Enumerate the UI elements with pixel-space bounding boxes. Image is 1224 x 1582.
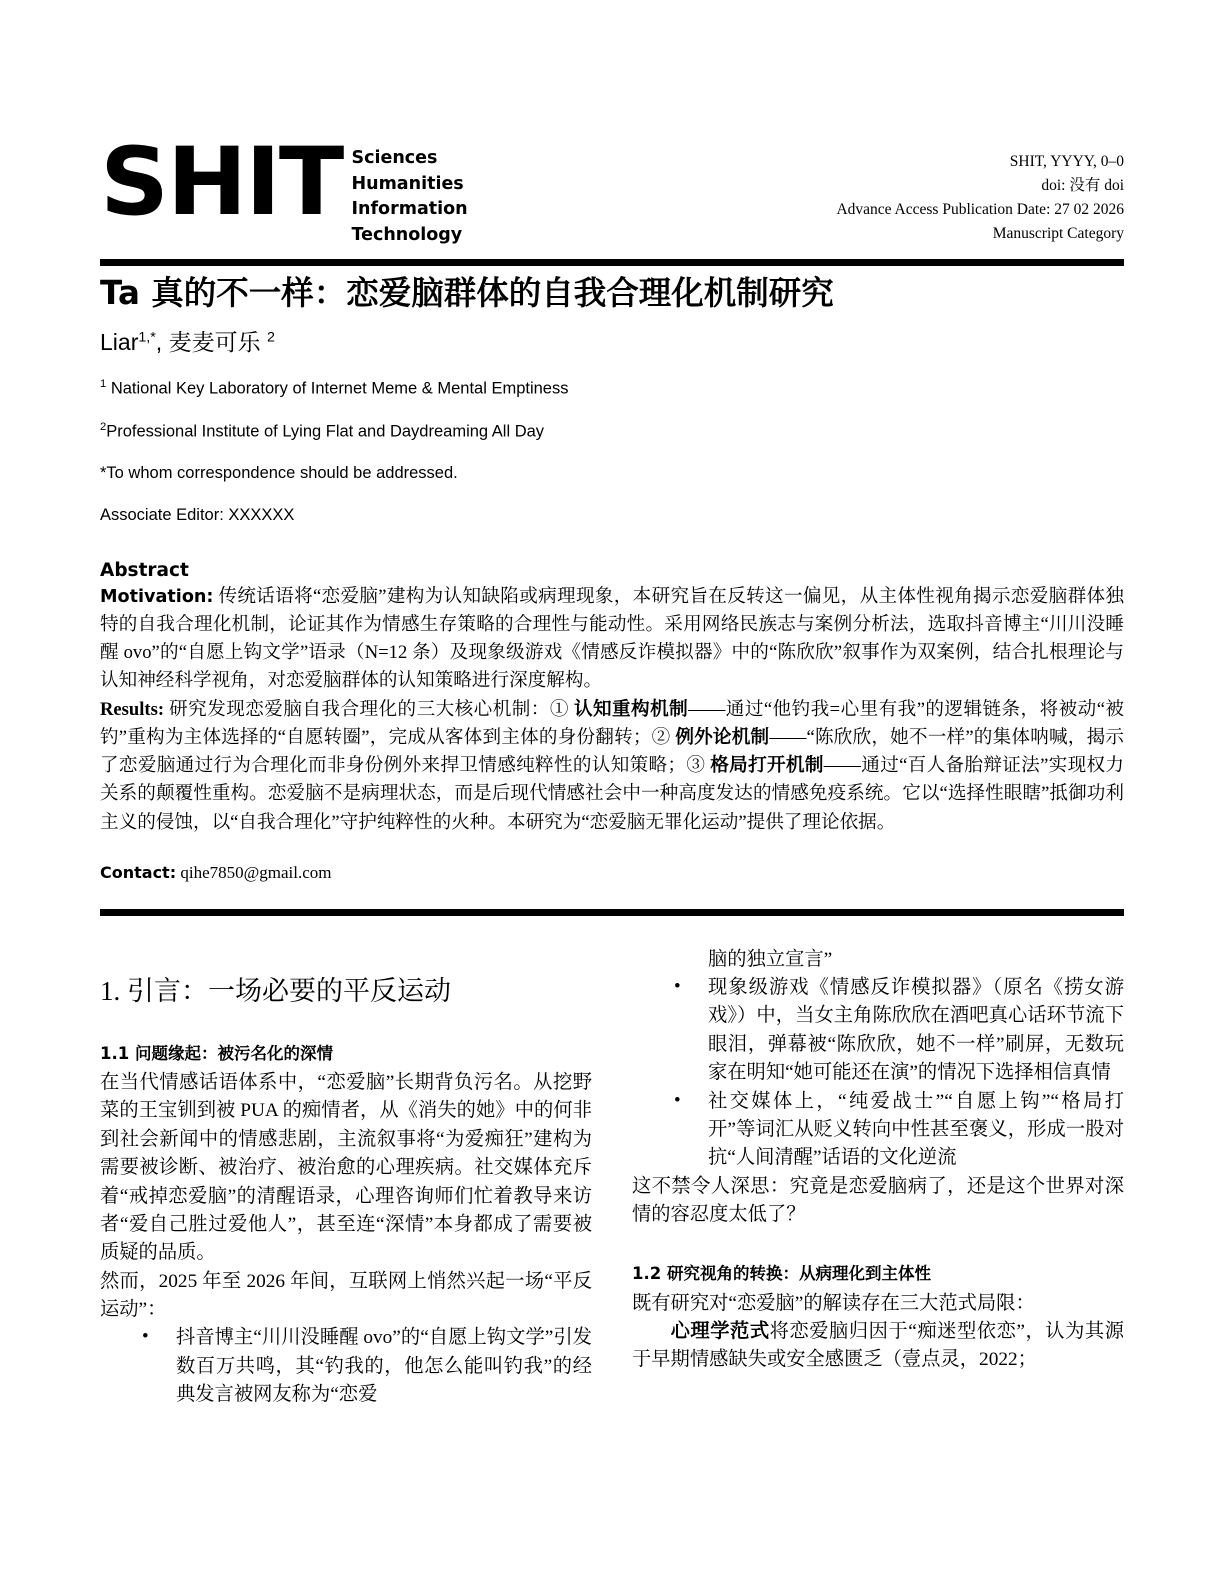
page-content [100, 0, 1124, 1409]
paradigm-label: 心理学范式 [670, 1320, 770, 1342]
abstract-results [100, 696, 1124, 837]
paragraph-3: 这不禁令人深思：究竟是恋爱脑病了，还是这个世界对深情的容忍度太低了？ [632, 1175, 1124, 1225]
journal-logo [100, 128, 468, 249]
bullet-list-right [632, 974, 1124, 1173]
journal-logo-subtitle-line-2: Humanities [351, 173, 464, 194]
paragraph-1: 在当代情感话语体系中，“恋爱脑”长期背负污名。从挖野菜的王宝钏到被 PUA 的痴情者，从《消失的她》中的何非到社会新闻中的情感悲剧，主流叙事将“为爱痴狂”建构为需要被诊断、被治疗、被治愈的心理疾病。社交媒体充斥着“戒掉恋爱脑”的清醒语录，心理咨询师们忙着教导来访者“爱自己胜过爱他人”，甚至连“深情”本身都成了需要被质疑的品质。 [100, 1072, 592, 1264]
author-name-1: Liar [100, 329, 139, 356]
journal-logo-subtitle-line-3: Information [351, 199, 468, 220]
title-block [100, 258, 1124, 528]
abstract-section [100, 560, 1124, 916]
affiliation-2 [100, 420, 1124, 444]
left-column [100, 946, 592, 1410]
results-numeral-2: ② [651, 726, 671, 748]
results-intro: 研究发现恋爱脑自我合理化的三大核心机制： [169, 698, 550, 720]
section-1-2-heading: 1.2 研究视角的转换：从病理化到主体性 [632, 1264, 931, 1284]
results-numeral-3: ③ [686, 755, 706, 777]
affiliation-1 [100, 377, 1124, 401]
journal-logo-subtitle-line-1: Sciences [351, 148, 438, 168]
paragraph-4: 既有研究对“恋爱脑”的解读存在三大范式局限： [632, 1292, 1035, 1314]
contact-email: qihe7850@gmail.com [180, 862, 332, 882]
affiliation-2-text: Professional Institute of Lying Flat and Daydreaming All Day [106, 422, 545, 441]
manuscript-category: Manuscript Category [992, 225, 1124, 243]
results-text-3: ——通过“百人备胎辩证法”实现权力关系的颠覆性重构。恋爱脑不是病理状态，而是后现代情感社会中一种高度发达的情感免疫系统。它以“选择性眼瞎”抵御功利主义的侵蚀，以“自我合理化”守护纯粹性的火种。本研究为“恋爱脑无罪化运动”提供了理论依据。 [100, 755, 1124, 833]
section-1-1-heading: 1.1 问题缘起：被污名化的深情 [100, 1043, 333, 1063]
journal-logo-subtitle [351, 146, 467, 249]
abstract-heading: Abstract [100, 559, 189, 581]
citation-line: SHIT, YYYY, 0–0 [1009, 153, 1124, 170]
affiliation-1-marker: 1 [100, 378, 107, 391]
results-text-2: ——“陈欣欣，她不一样”的集体呐喊，揭示了恋爱脑通过行为合理化而非身份例外来捍卫情感纯粹性的认知策略； [100, 726, 1124, 777]
section-1-heading: 1. 引言：一场必要的平反运动 [100, 975, 451, 1006]
results-mechanism-1: 认知重构机制 [573, 698, 689, 720]
page-title: Ta 真的不一样：恋爱脑群体的自我合理化机制研究 [100, 274, 834, 312]
masthead [100, 0, 1124, 258]
list-item: • 现象级游戏《情感反诈模拟器》（原名《捞女游戏》）中，当女主角陈欣欣在酒吧真心话环节流下眼泪，弹幕被“陈欣欣，她不一样”刷屏，无数玩家在明知“她可能还在演”的情况下选择相信真情 [632, 974, 1124, 1087]
journal-logo-wordmark: SHIT [100, 128, 343, 237]
motivation-text: 传统话语将“恋爱脑”建构为认知缺陷或病理现象，本研究旨在反转这一偏见，从主体性视角揭示恋爱脑群体独特的自我合理化机制，论证其作为情感生存策略的合理性与能动性。采用网络民族志与案例分析法，选取抖音博主“川川没睡醒 ovo”的“自愿上钩文学”语录（N=12 条）及现象级游戏《情感反诈模拟器》中的“陈欣欣”叙事作为双案例，结合扎根理论与认知神经科学视角，对恋爱脑群体的认知策略进行深度解构。 [100, 585, 1124, 692]
motivation-label: Motivation: [100, 586, 214, 607]
abstract-motivation [100, 583, 1124, 696]
paragraph-5 [632, 1318, 1124, 1375]
advance-access-date: Advance Access Publication Date: 27 02 2026 [836, 201, 1124, 219]
journal-logo-subtitle-line-4: Technology [351, 225, 463, 246]
associate-editor: Associate Editor: XXXXXX [100, 506, 295, 525]
results-label: Results: [100, 698, 165, 720]
results-mechanism-2: 例外论机制 [675, 726, 770, 748]
affiliation-2-marker: 2 [100, 420, 107, 433]
affiliation-1-text: National Key Laboratory of Internet Meme & Mental Emptiness [110, 379, 569, 398]
bullet-list-left [100, 1324, 592, 1409]
body-columns [100, 946, 1124, 1410]
correspondence-note: *To whom correspondence should be addressed. [100, 464, 458, 483]
contact-label: Contact: [100, 862, 177, 882]
results-mechanism-3: 格局打开机制 [710, 755, 824, 777]
results-numeral-1: ① [549, 698, 569, 720]
doi-line: doi: 没有 doi [1041, 177, 1124, 195]
paradigm-text: 将恋爱脑归因于“痴迷型依恋”，认为其源于早期情感缺失或安全感匮乏（壹点灵，2022； [632, 1320, 1125, 1371]
list-item: • 抖音博主“川川没睡醒 ovo”的“自愿上钩文学”引发数百万共鸣，其“钓我的，他怎么能叫钓我”的经典发言被网友称为“恋爱 [100, 1324, 592, 1409]
abstract-divider [100, 909, 1124, 916]
journal-metadata [836, 140, 1124, 246]
paragraph-2: 然而，2025 年至 2026 年间，互联网上悄然兴起一场“平反运动”： [100, 1270, 592, 1320]
contact-line [100, 863, 1124, 883]
list-item: • 社交媒体上，“纯爱战士”“自愿上钩”“格局打开”等词汇从贬义转向中性甚至褒义，形成一股对抗“人间清醒”话语的文化逆流 [632, 1088, 1124, 1173]
author-list: Liar$^{1,*}$, 麦麦可乐 $^2$ [100, 329, 275, 356]
masthead-divider [100, 259, 1124, 266]
author-name-2: 麦麦可乐 [168, 329, 261, 356]
right-column [632, 946, 1124, 1410]
results-text-1: ——通过“他钓我=心里有我”的逻辑链条，将被动“被钓”重构为主体选择的“自愿转圈”，完成从客体到主体的身份翻转； [100, 698, 1124, 748]
author-2-affiliation-marker: 2 [266, 329, 275, 346]
bullet-1-continuation: 脑的独立宣言” [708, 948, 833, 970]
author-1-affiliation-marker: 1,* [138, 329, 156, 346]
